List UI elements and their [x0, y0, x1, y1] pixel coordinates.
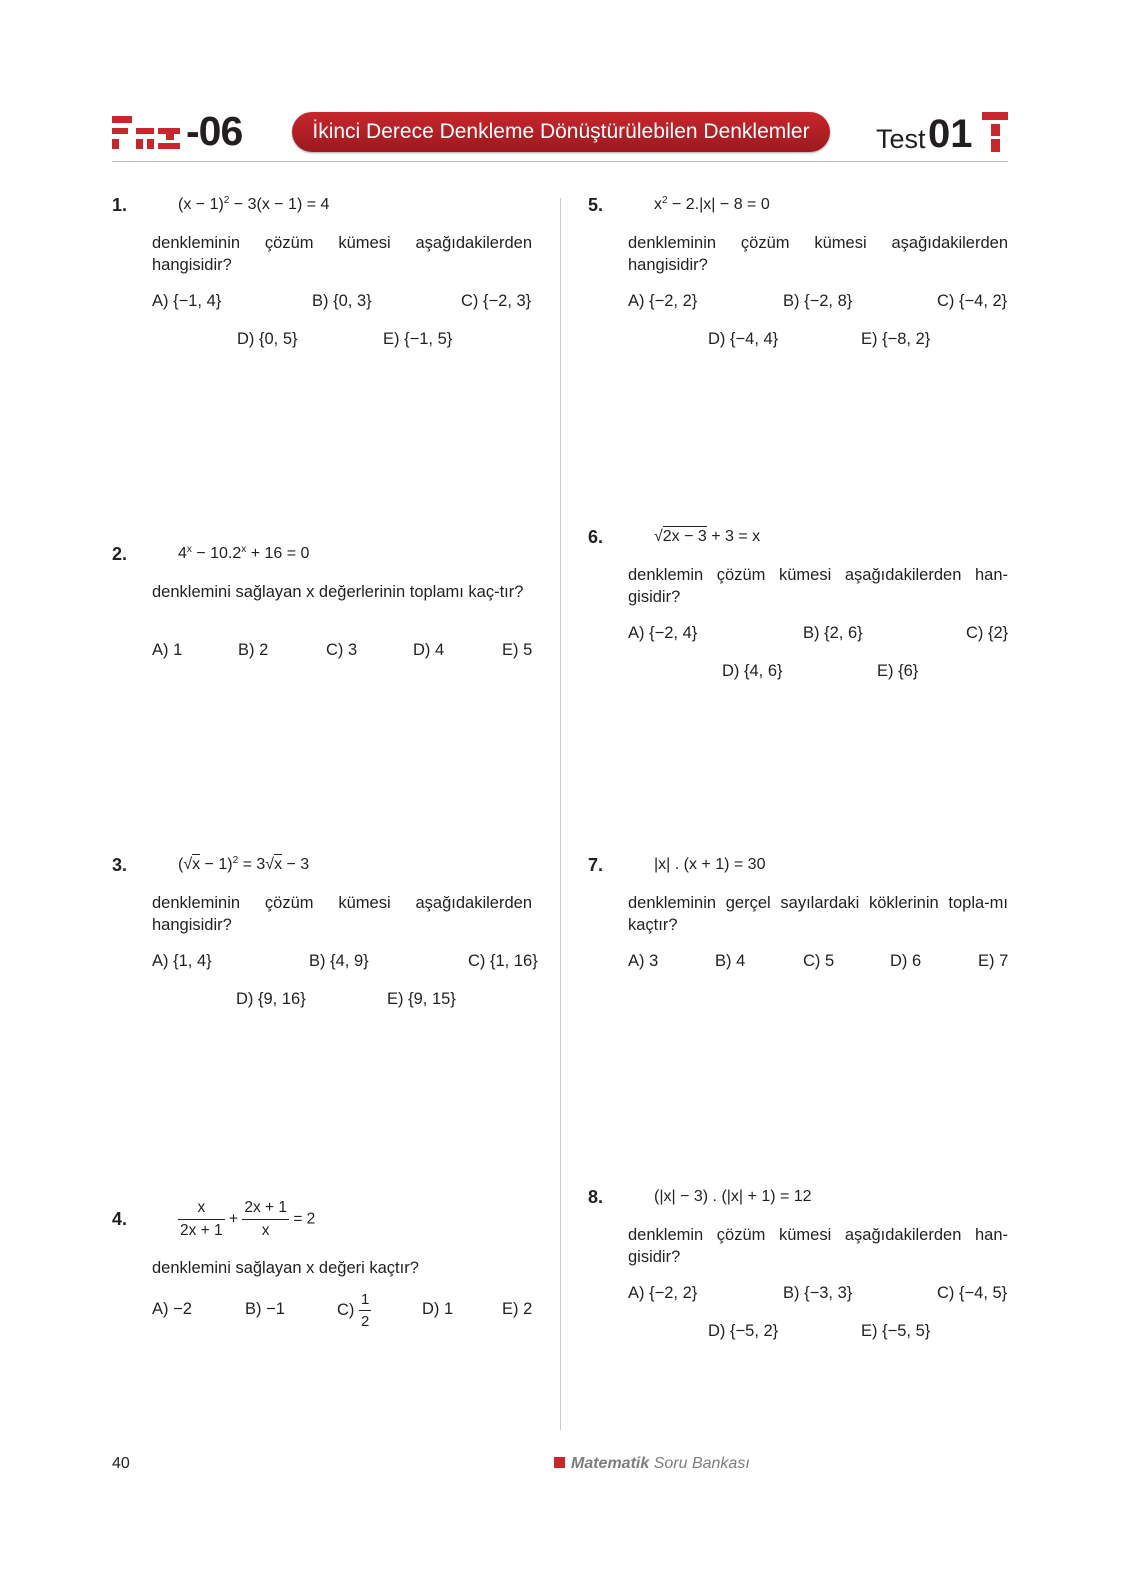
option-a[interactable]: A) {−2, 2} — [628, 292, 698, 310]
question-number: 2. — [112, 544, 128, 564]
question-equation: $(√x - 1)^2 = 3√x - 3$ — [178, 855, 310, 873]
option-c[interactable]: C) {−4, 5} — [937, 1284, 1008, 1302]
option-d[interactable]: D) 6 — [890, 952, 922, 970]
option-b[interactable]: B) {−2, 8} — [783, 292, 853, 310]
test-logo-icon — [982, 112, 1008, 152]
test-label: Test — [876, 124, 926, 154]
option-c[interactable]: C) {2} — [966, 624, 1009, 642]
question-stem: denkleminin çözüm kümesi aşağıdakilerden hangisidir? — [152, 894, 532, 934]
option-b[interactable]: B) 4 — [715, 952, 746, 970]
option-d[interactable]: D) {9, 16} — [236, 990, 306, 1008]
question-number: 3. — [112, 855, 128, 875]
brand-square-icon — [554, 1457, 565, 1468]
option-d[interactable]: D) 1 — [422, 1300, 454, 1318]
header-divider — [112, 161, 1008, 162]
option-a[interactable]: A) {1, 4} — [152, 952, 212, 970]
faz-logo — [112, 112, 182, 152]
option-a[interactable]: A) 3 — [628, 952, 659, 970]
question-stem: denkleminin gerçel sayılardaki köklerinin topla-mı kaçtır? — [628, 894, 1008, 934]
option-d[interactable]: D) {−5, 2} — [708, 1322, 779, 1340]
option-c[interactable]: C) 3 — [326, 641, 358, 659]
option-c[interactable]: C) {−2, 3} — [461, 292, 532, 310]
option-c[interactable]: C) {1, 16} — [468, 952, 538, 970]
question-stem: denkleminin çözüm kümesi aşağıdakilerden hangisidir? — [152, 234, 532, 274]
option-d[interactable]: D) {0, 5} — [237, 330, 298, 348]
footer-brand: Matematik Soru Bankası — [554, 1455, 750, 1473]
option-b[interactable]: B) {−3, 3} — [783, 1284, 853, 1302]
option-a[interactable]: A) {−2, 4} — [628, 624, 698, 642]
option-e[interactable]: E) 2 — [502, 1300, 533, 1318]
option-d[interactable]: D) 4 — [413, 641, 445, 659]
question-equation: $\frac{x}{2x + 1}$ + $\frac{2x + 1}{x}$ = 2 — [180, 1199, 316, 1239]
question-equation: $(x - 1)^2 - 3(x - 1) = 4$ — [178, 195, 330, 213]
option-b[interactable]: B) −1 — [245, 1300, 285, 1318]
question-number: 6. — [588, 527, 604, 547]
question-number: 5. — [588, 195, 604, 215]
option-b[interactable]: B) 2 — [238, 641, 269, 659]
option-a[interactable]: A) −2 — [152, 1300, 192, 1318]
option-e[interactable]: E) {9, 15} — [387, 990, 456, 1008]
question-number: 8. — [588, 1187, 604, 1207]
question-stem: denklemini sağlayan x değerlerinin toplamı kaç-tır? — [152, 583, 524, 601]
option-e[interactable]: E) {−5, 5} — [861, 1322, 931, 1340]
question-equation: |x| . (x + 1) = 30 — [654, 856, 766, 873]
option-b[interactable]: B) {2, 6} — [803, 624, 863, 642]
option-e[interactable]: E) {−8, 2} — [861, 330, 931, 348]
question-number: 4. — [112, 1209, 128, 1229]
column-divider — [560, 198, 561, 1430]
option-b[interactable]: B) {0, 3} — [312, 292, 372, 310]
option-d[interactable]: D) {−4, 4} — [708, 330, 779, 348]
option-d[interactable]: D) {4, 6} — [722, 662, 783, 680]
fraction-1: $\frac{x}{2x + 1}$ — [180, 1199, 223, 1239]
faz-code: -06 — [186, 108, 243, 154]
question-equation: $4^x - 10.2^x + 16 = 0$ — [178, 544, 310, 562]
question-number: 1. — [112, 195, 128, 215]
question-stem: denklemini sağlayan x değeri kaçtır? — [152, 1259, 419, 1277]
option-b[interactable]: B) {4, 9} — [309, 952, 369, 970]
option-a[interactable]: A) {−1, 4} — [152, 292, 222, 310]
question-stem: denklemin çözüm kümesi aşağıdakilerden han-gisidir? — [628, 1226, 1008, 1266]
question-number: 7. — [588, 855, 604, 875]
option-e[interactable]: E) {6} — [877, 662, 919, 680]
option-e[interactable]: E) 5 — [502, 641, 533, 659]
question-equation: (|x| − 3) . (|x| + 1) = 12 — [654, 1188, 812, 1205]
test-number: 01 — [928, 112, 973, 156]
question-equation: √2x − 3 + 3 = x — [654, 528, 761, 545]
fraction-2: $\frac{2x + 1}{x}$ — [244, 1199, 287, 1239]
option-a[interactable]: A) {−2, 2} — [628, 1284, 698, 1302]
question-stem: denklemin çözüm kümesi aşağıdakilerden han-gisidir? — [628, 566, 1008, 606]
option-c[interactable]: C) {−4, 2} — [937, 292, 1008, 310]
option-e[interactable]: E) 7 — [978, 952, 1009, 970]
option-c[interactable]: C) 5 — [803, 952, 835, 970]
section-title: İkinci Derece Denkleme Dönüştürülebilen Denklemler — [292, 112, 830, 152]
question-stem: denkleminin çözüm kümesi aşağıdakilerden hangisidir? — [628, 234, 1008, 274]
option-c[interactable]: C) $\frac{1}{2}$ — [337, 1291, 370, 1330]
option-a[interactable]: A) 1 — [152, 641, 183, 659]
question-equation: $x^2 - 2.|x| - 8 = 0$ — [654, 195, 770, 213]
page-number: 40 — [112, 1455, 130, 1472]
option-e[interactable]: E) {−1, 5} — [383, 330, 453, 348]
